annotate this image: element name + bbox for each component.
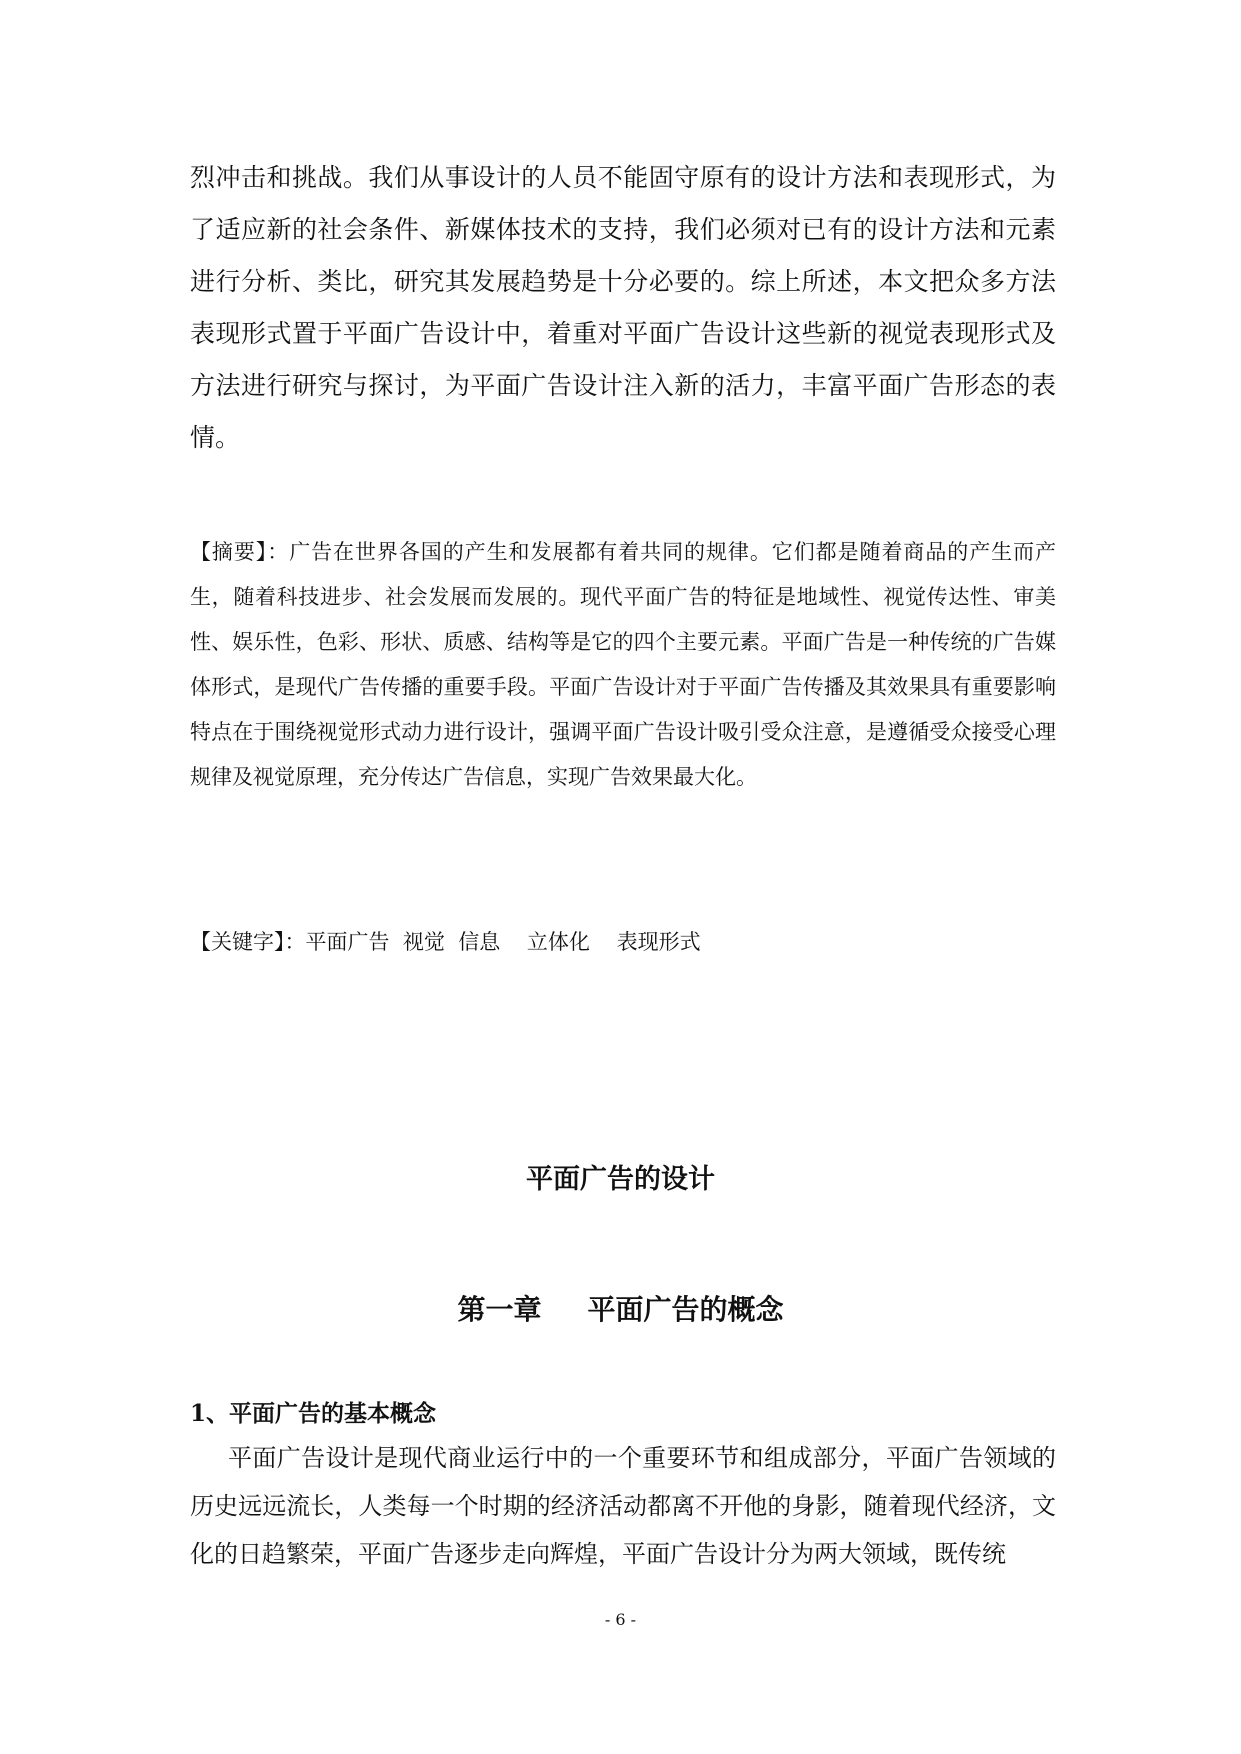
keywords-line [190, 920, 1056, 965]
section-body: 平面广告设计是现代商业运行中的一个重要环节和组成部分，平面广告领域的历史远远流长，人类每一个时期的经济活动都离不开他的身影，随着现代经济，文化的日趋繁荣，平面广告逐步走向辉煌，平面广告设计分为两大领域，既传统 [190, 1444, 1056, 1568]
page-number: - 6 - [604, 1610, 637, 1629]
section-heading: 1、平面广告的基本概念 [190, 1400, 437, 1427]
abstract-label: 【摘要】： [190, 540, 290, 564]
chapter-title [0, 1290, 1241, 1330]
abstract-paragraph [190, 530, 1056, 800]
main-title: 平面广告的设计 [526, 1164, 715, 1195]
chapter-name: 平面广告的概念 [587, 1293, 784, 1326]
keywords-text: 平面广告 视觉 信息 立体化 表现形式 [305, 930, 701, 954]
keywords-label: 【关键字】： [190, 930, 306, 954]
intro-paragraph: 烈冲击和挑战。我们从事设计的人员不能固守原有的设计方法和表现形式，为了适应新的社会条件、新媒体技术的支持，我们必须对已有的设计方法和元素进行分析、类比，研究其发展趋势是十分必要的。综上所述，本文把众多方法表现形式置于平面广告设计中，着重对平面广告设计这些新的视觉表现形式及方法进行研究与探讨，为平面广告设计注入新的活力，丰富平面广告形态的表情。 [190, 163, 1056, 452]
abstract-text: 广告在世界各国的产生和发展都有着共同的规律。它们都是随着商品的产生而产生，随着科技进步、社会发展而发展的。现代平面广告的特征是地域性、视觉传达性、审美性、娱乐性，色彩、形状、质感、结构等是它的四个主要元素。平面广告是一种传统的广告媒体形式，是现代广告传播的重要手段。平面广告设计对于平面广告传播及其效果具有重要影响特点在于围绕视觉形式动力进行设计，强调平面广告设计吸引受众注意，是遵循受众接受心理规律及视觉原理，充分传达广告信息，实现广告效果最大化。 [190, 540, 1057, 789]
chapter-number: 第一章 [457, 1293, 542, 1326]
